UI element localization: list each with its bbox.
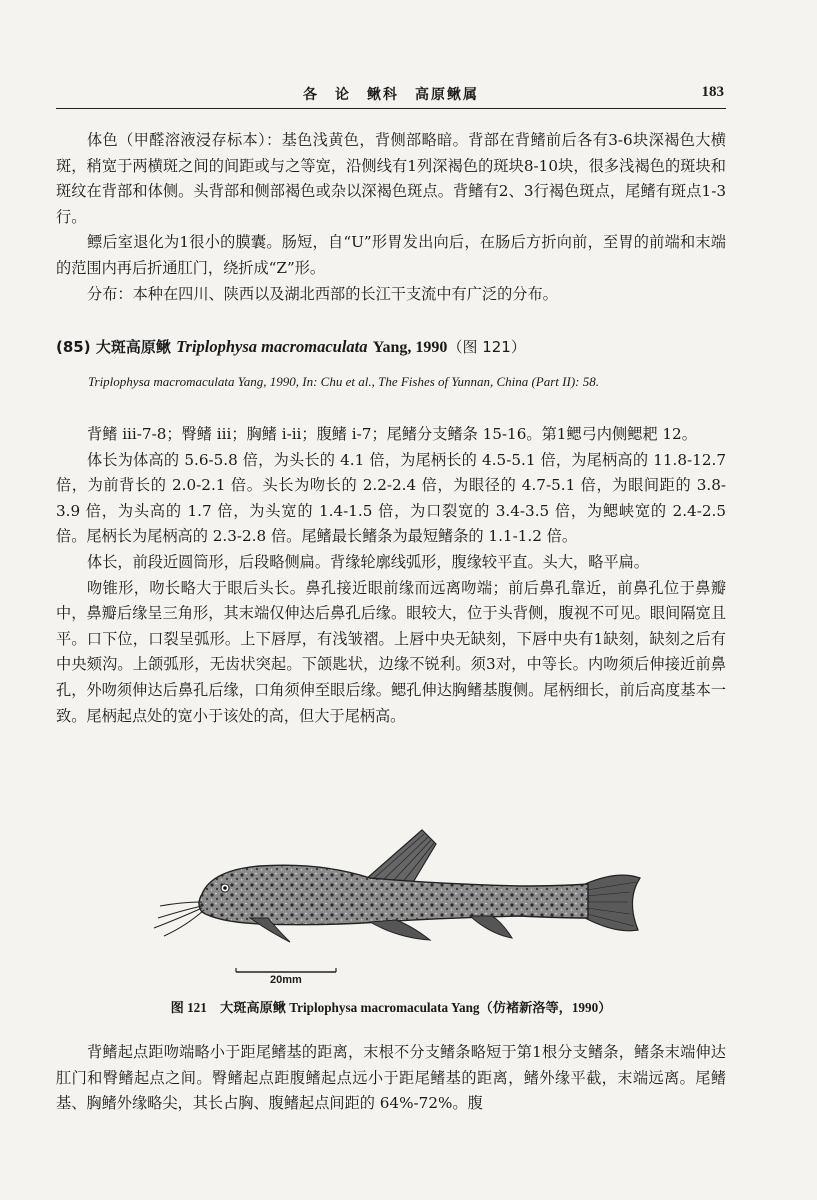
description-block: [56, 128, 726, 307]
species-figure-ref: （图 121）: [447, 338, 526, 356]
figure-caption: 图 121 大斑高原鳅 Triplophysa macromaculata Yang（仿褚新洛等，1990）: [170, 1000, 612, 1015]
fin-paragraph: 背鳍起点距吻端略小于距尾鳍基的距离，末根不分支鳍条略短于第1根分支鳍条，鳍条末端伸达肛门和臀鳍起点之间。臀鳍起点距腹鳍起点远小于距尾鳍基的距离，鳍外缘平截，末端远离。尾鳍基、胸鳍外缘略尖，其长占胸、腹鳍起点间距的 64%-72%。腹: [56, 1043, 726, 1113]
morphology-block: [56, 422, 726, 729]
species-chinese-name: 大斑高原鳅: [95, 338, 171, 356]
species-heading: [56, 334, 726, 361]
body-shape-paragraph: 体长，前段近圆筒形，后段略侧扁。背缘轮廓线弧形，腹缘较平直。头大，略平扁。: [87, 552, 649, 571]
distribution-paragraph: 分布：本种在四川、陕西以及湖北西部的长江干支流中有广泛的分布。: [87, 284, 558, 303]
header-title: 各 论 鳅科 高原鳅属: [303, 87, 479, 103]
running-header: [56, 82, 726, 109]
scale-bar-label: 20mm: [270, 974, 302, 986]
species-number: (85): [56, 338, 91, 356]
synonymy-reference: [56, 372, 726, 392]
coloration-paragraph: 体色（甲醛溶液浸存标本）：基色浅黄色，背侧部略暗。背部在背鳍前后各有3-6块深褐色大横斑，稍宽于两横斑之间的间距或与之等宽，沿侧线有1列深褐色的斑块8-10块，很多浅褐色的斑块和斑纹在背部和体侧。头背部和侧部褐色或杂以深褐色斑点。背鳍有2、3行褐色斑点，尾鳍有斑点1-3行。: [56, 131, 726, 226]
proportions-paragraph: 体长为体高的 5.6-5.8 倍，为头长的 4.1 倍，为尾柄长的 4.5-5.1 倍，为尾柄高的 11.8-12.7 倍，为前背长的 2.0-2.1 倍。头长为吻长的 2.2-2.4 倍，为眼径的 4.7-5.1 倍，为眼间距的 3.8-3.9 倍，为头高的 1.7 倍，为头宽的 1.4-1.5 倍，为口裂宽的 3.4-3.5 倍，为鳃峡宽的 2.4-2.5 倍。尾柄长为尾柄高的 2.3-2.8 倍。尾鳍最长鳍条为最短鳍条的 1.1-1.2 倍。: [56, 450, 726, 546]
anatomy-paragraph: 鳔后室退化为1很小的膜囊。肠短，自“U”形胃发出向后，在肠后方折向前，至胃的前端和末端的范围内再后折通肛门，绕折成“Z”形。: [56, 233, 726, 277]
fin-formula-paragraph: 背鳍 iii-7-8；臀鳍 iii；胸鳍 i-ii；腹鳍 i-7；尾鳍分支鳍条 15-16。第1鳃弓内侧鳃耙 12。: [87, 425, 697, 443]
page-number: 183: [701, 84, 724, 100]
species-author: Yang, 1990: [372, 339, 448, 356]
species-latin-name: Triplophysa macromaculata: [176, 337, 368, 356]
fin-description-block: [56, 1040, 726, 1117]
fish-illustration: [140, 822, 660, 992]
head-description-paragraph: 吻锥形，吻长略大于眼后头长。鼻孔接近眼前缘而远离吻端；前后鼻孔靠近，前鼻孔位于鼻瓣中，鼻瓣后缘呈三角形，其末端仅伸达后鼻孔后缘。眼较大，位于头背侧，腹视不可见。眼间隔宽且平。口下位，口裂呈弧形。上下唇厚，有浅皱褶。上唇中央无缺刻，下唇中央有1缺刻，缺刻之后有中央颏沟。上颌弧形，无齿状突起。下颌匙状，边缘不锐利。须3对，中等长。内吻须后伸接近前鼻孔，外吻须伸达后鼻孔后缘，口角须伸至眼后缘。鳃孔伸达胸鳍基腹侧。尾柄细长，前后高度基本一致。尾柄起点处的宽小于该处的高，但大于尾柄高。: [56, 578, 726, 725]
fish-drawing: [140, 822, 660, 992]
reference-text: Triplophysa macromaculata Yang, 1990, In: Chu et al., The Fishes of Yunnan, China (Part II): 58.: [88, 374, 599, 389]
